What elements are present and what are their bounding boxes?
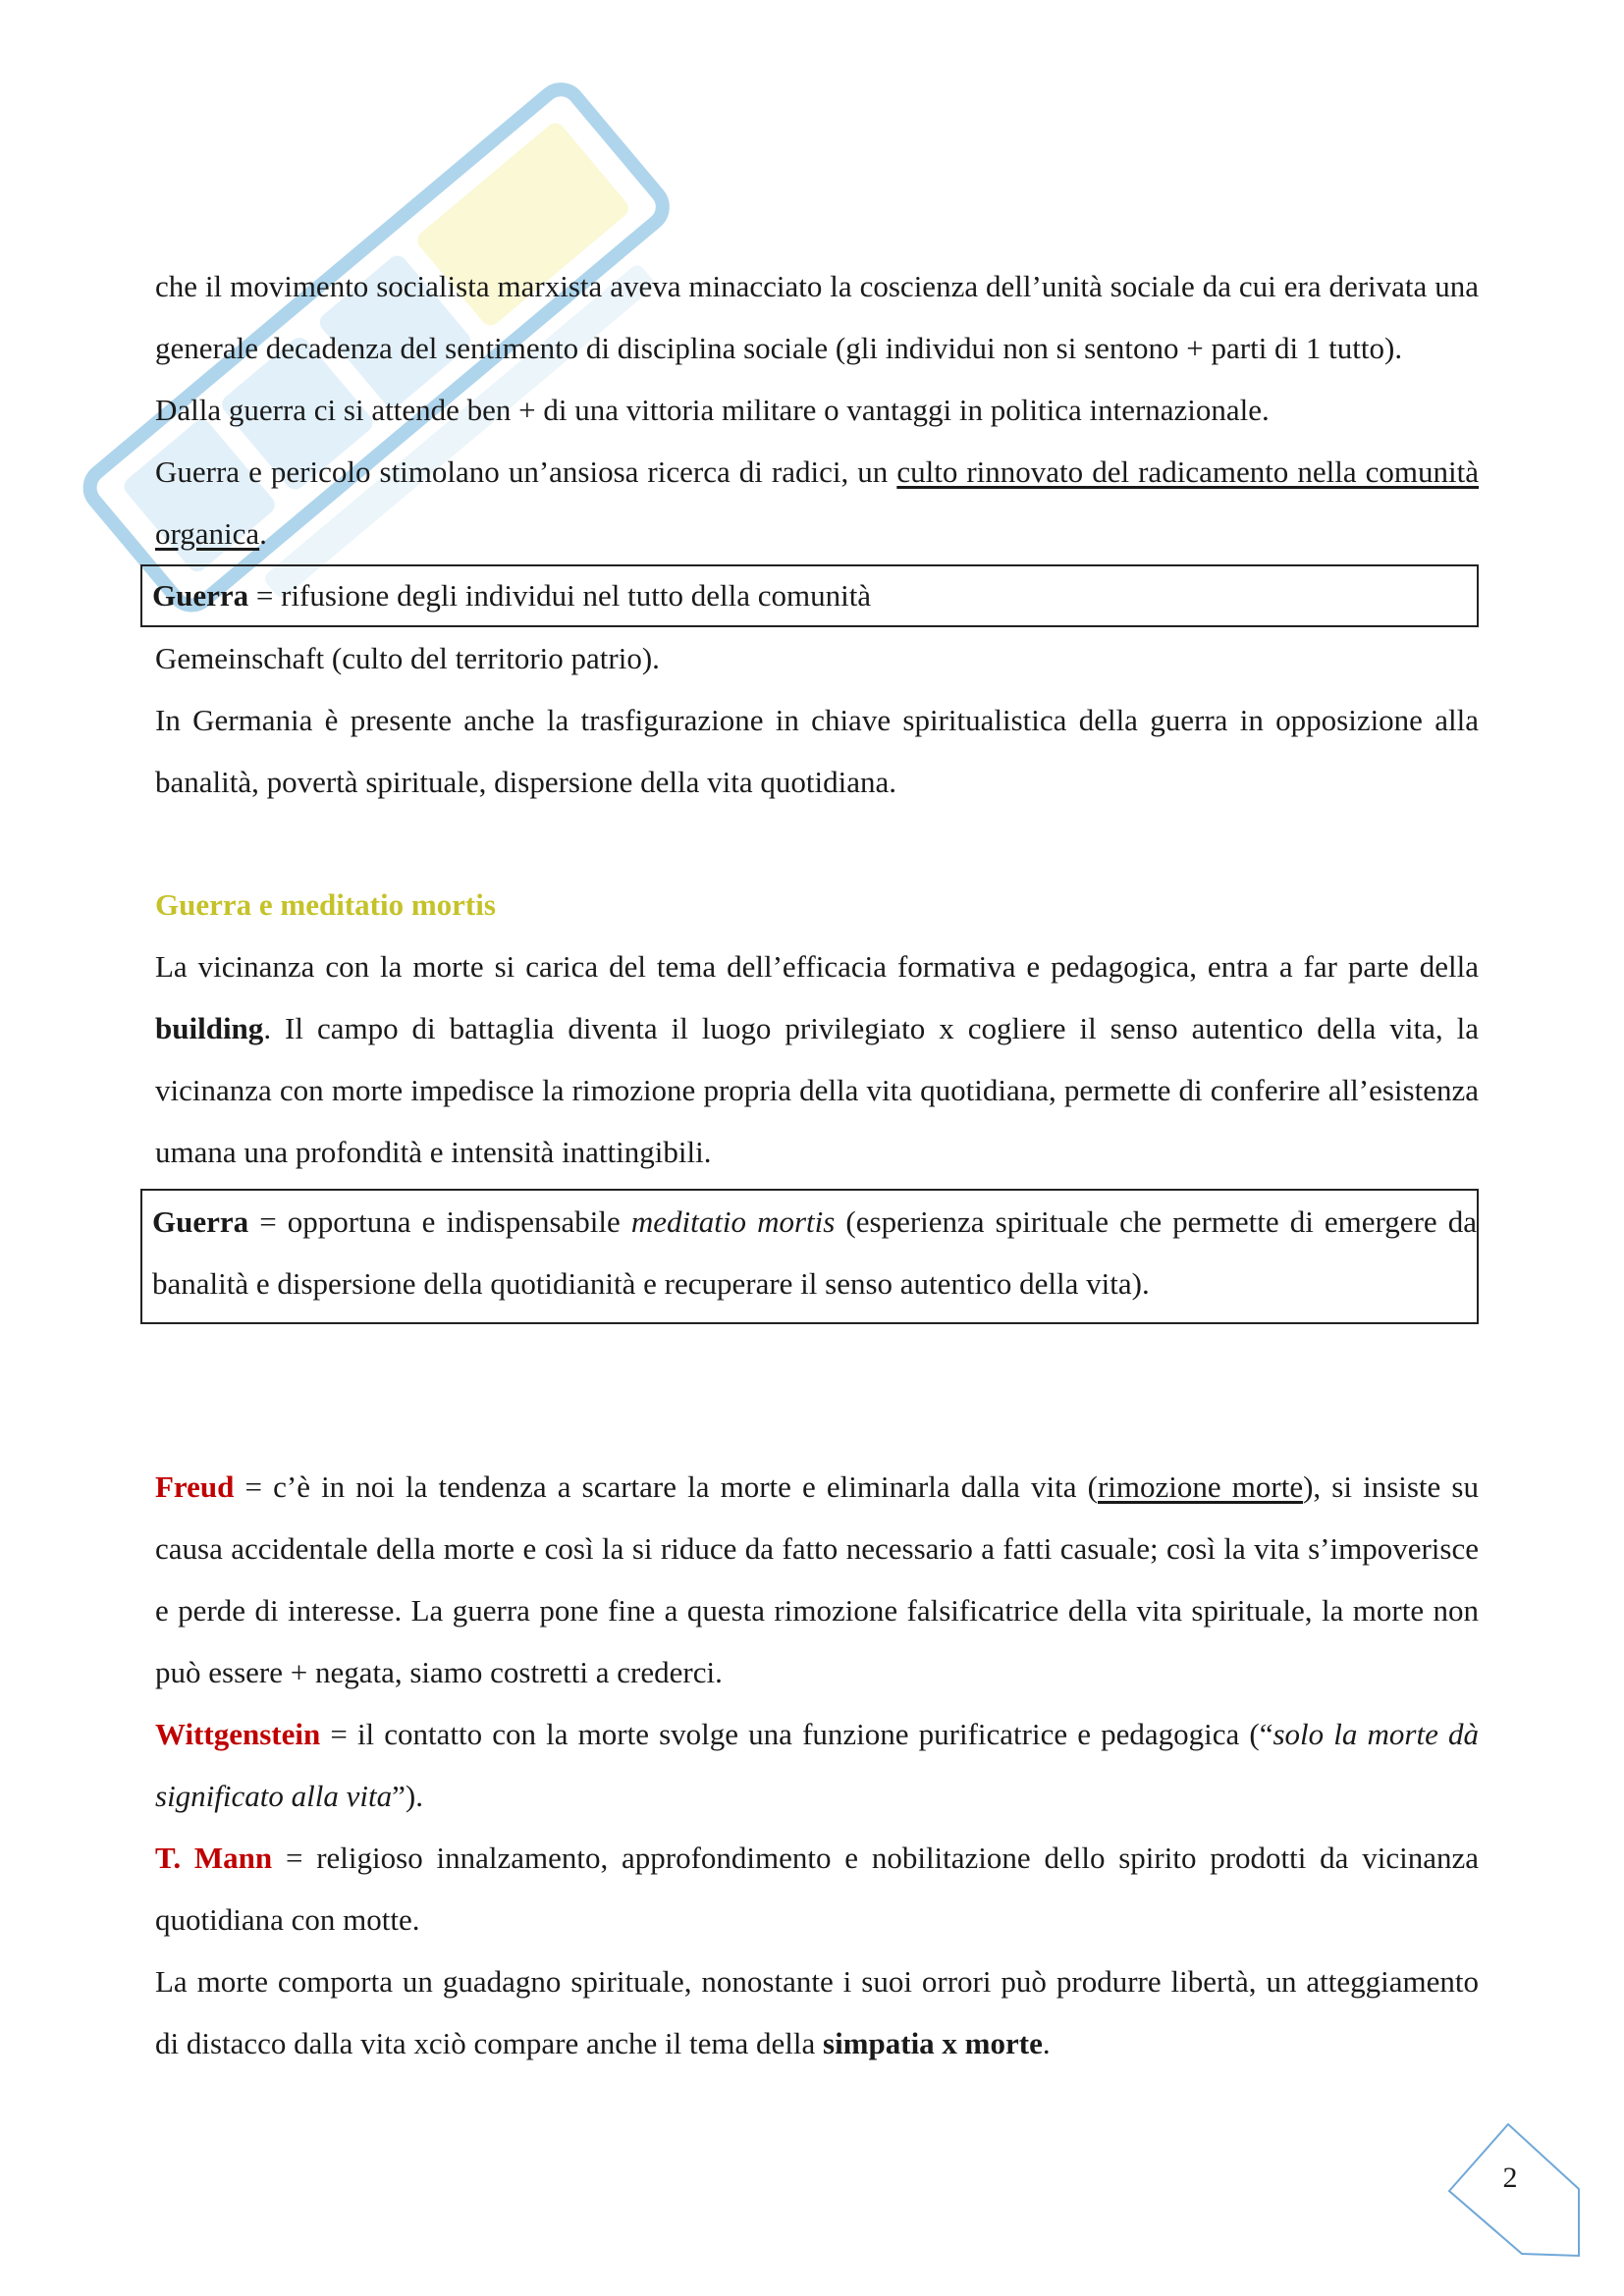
term: Guerra (152, 578, 249, 613)
text-span: ”). (392, 1779, 423, 1813)
bold-term: simpatia x morte (823, 2026, 1043, 2060)
definition-text: = rifusione degli individui nel tutto della comunità (248, 578, 872, 613)
paragraph: Gemeinschaft (culto del territorio patrio). (155, 641, 660, 675)
section-1 (152, 255, 1479, 813)
italic-term: meditatio mortis (630, 1204, 836, 1239)
text-span: Guerra e pericolo stimolano un’ansiosa ricerca di radici, un (155, 454, 897, 489)
text-span: = il contatto con la morte svolge una funzione purificatrice e pedagogica (“ (320, 1717, 1273, 1751)
text-span: La morte comporta un guadagno spirituale, nonostante i suoi orrori può produrre libertà, un atteggiamento di distacco dalla vita xciò compare anche il tema della (155, 1964, 1479, 2060)
author-name: Wittgenstein (155, 1717, 321, 1751)
section-title: Guerra e meditatio mortis (155, 887, 496, 922)
text-span: . (1042, 2026, 1051, 2060)
section-2 (152, 874, 1479, 1324)
definition-box (140, 564, 1479, 627)
paragraph-wittgenstein (155, 1703, 1479, 1827)
text-span: ), si insiste su causa accidentale della morte e così la si riduce da fatto necessario a fatti casuale; così la vita s’impoverisce e perde di interesse. La guerra pone fine a questa rimozione falsificatrice della vita spirituale, la morte non può essere + negata, siamo costretti a crederci. (155, 1469, 1479, 1689)
bold-term: building (155, 1011, 264, 1045)
text-span: = opportuna e indispensabile (248, 1204, 631, 1239)
quote: solo la morte dà significato alla vita (155, 1717, 1479, 1813)
paragraph (155, 935, 1479, 1183)
term: Guerra (152, 1204, 249, 1239)
text-span: . (259, 516, 267, 551)
paragraph (155, 1950, 1479, 2074)
paragraph: che il movimento socialista marxista aveva minacciato la coscienza dell’unità sociale da cui era derivata una generale decadenza del sentimento di disciplina sociale (gli individui non si sentono + parti di 1 tutto). (155, 269, 1479, 365)
underlined-phrase: rimozione morte (1097, 1469, 1304, 1504)
section-3 (155, 1456, 1479, 2074)
underlined-phrase: culto rinnovato del radicamento nella comunità organica (155, 454, 1479, 551)
paragraph-freud (155, 1456, 1479, 1703)
definition-box (140, 1189, 1479, 1324)
text-span: (esperienza spirituale che permette di emergere da banalità e dispersione della quotidianità e recuperare il senso autentico della vita). (152, 1204, 1478, 1301)
paragraph: Dalla guerra ci si attende ben + di una vittoria militare o vantaggi in politica internazionale. (155, 393, 1270, 427)
author-name: T. Mann (155, 1841, 273, 1875)
text-span: = religioso innalzamento, approfondimento e nobilitazione dello spirito prodotti da vicinanza quotidiana con motte. (155, 1841, 1479, 1937)
page-number: 2 (1502, 2162, 1518, 2194)
author-name: Freud (155, 1469, 235, 1504)
paragraph: In Germania è presente anche la trasfigurazione in chiave spiritualistica della guerra in opposizione alla banalità, povertà spirituale, dispersione della vita quotidiana. (155, 703, 1479, 799)
text-span: = c’è in noi la tendenza a scartare la morte e eliminarla dalla vita ( (234, 1469, 1098, 1504)
paragraph (155, 441, 1479, 564)
page-number-badge (1441, 2110, 1589, 2258)
text-span: La vicinanza con la morte si carica del tema dell’efficacia formativa e pedagogica, entra a far parte della (155, 949, 1479, 984)
paragraph-mann (155, 1827, 1479, 1950)
text-span: . Il campo di battaglia diventa il luogo privilegiato x cogliere il senso autentico della vita, la vicinanza con morte impedisce la rimozione propria della vita quotidiana, permette di conferire all’esistenza umana una profondità e intensità inattingibili. (155, 1011, 1479, 1169)
